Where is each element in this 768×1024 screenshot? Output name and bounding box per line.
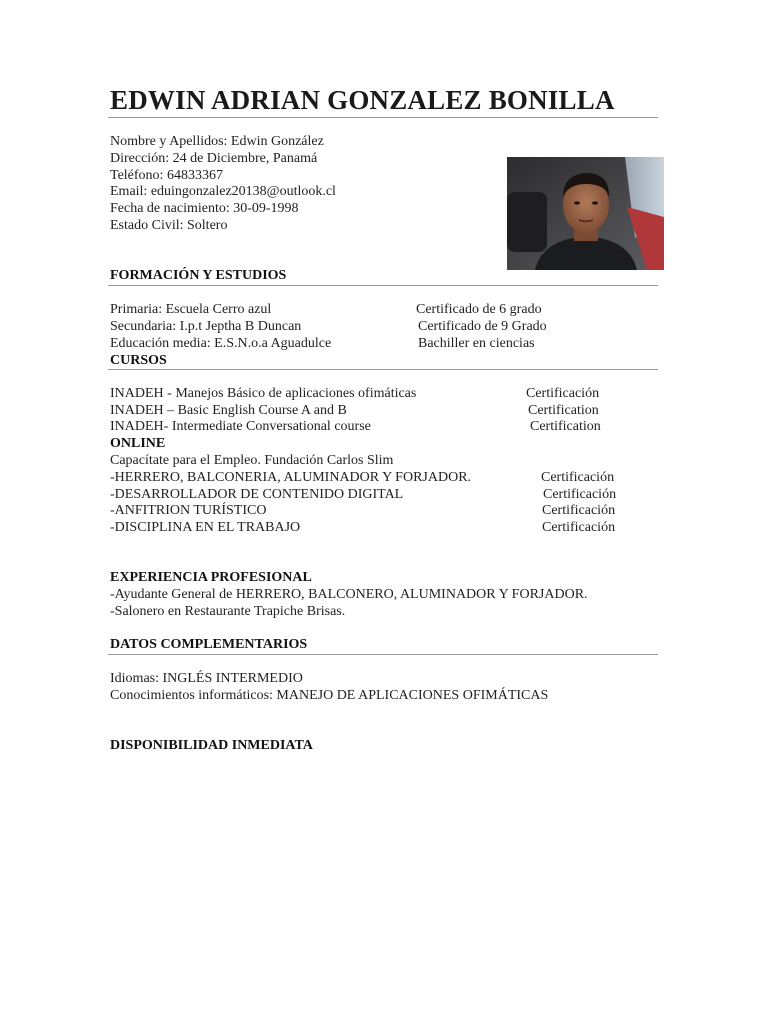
online-provider: Capacítate para el Empleo. Fundación Carlos Slim [110, 453, 394, 468]
online-course-cert: Certificación [541, 470, 615, 485]
course-row: INADEH- Intermediate Conversational course [110, 419, 371, 434]
online-course-row: -DISCIPLINA EN EL TRABAJO [110, 520, 301, 535]
education-heading: FORMACIÓN Y ESTUDIOS [110, 268, 287, 283]
online-course-cert: Certificación [542, 520, 616, 535]
experience-item: -Salonero en Restaurante Trapiche Brisas. [110, 604, 346, 619]
education-cert-primary: Certificado de 6 grado [416, 302, 542, 317]
complementary-heading: DATOS COMPLEMENTARIOS [110, 637, 308, 652]
profile-photo [507, 157, 664, 270]
personal-email-line: Email: eduingonzalez20138@outlook.cl [110, 184, 336, 199]
courses-divider [108, 369, 658, 370]
course-row: INADEH - Manejos Básico de aplicaciones ofimáticas [110, 386, 417, 401]
education-school-media: Educación media: E.S.N.o.a Aguadulce [110, 336, 332, 351]
it-skills-line: Conocimientos informáticos: MANEJO DE APLICACIONES OFIMÁTICAS [110, 688, 549, 703]
course-cert: Certification [528, 403, 599, 418]
online-course-row: -DESARROLLADOR DE CONTENIDO DIGITAL [110, 487, 404, 502]
full-name-title: EDWIN ADRIAN GONZALEZ BONILLA [110, 85, 615, 115]
personal-address-line: Dirección: 24 de Diciembre, Panamá [110, 151, 318, 166]
education-divider [108, 285, 658, 286]
courses-heading: CURSOS [110, 353, 167, 368]
education-school-secondary: Secundaria: I.p.t Jeptha B Duncan [110, 319, 302, 334]
online-course-row: -ANFITRION TURÍSTICO [110, 503, 267, 518]
personal-name-line: Nombre y Apellidos: Edwin González [110, 134, 324, 149]
education-cert-secondary: Certificado de 9 Grado [418, 319, 547, 334]
online-heading: ONLINE [110, 436, 166, 451]
course-cert: Certificación [526, 386, 600, 401]
personal-birth-line: Fecha de nacimiento: 30-09-1998 [110, 201, 299, 216]
experience-item: -Ayudante General de HERRERO, BALCONERO, ALUMINADOR Y FORJADOR. [110, 587, 588, 602]
languages-line: Idiomas: INGLÉS INTERMEDIO [110, 671, 303, 686]
personal-phone-line: Teléfono: 64833367 [110, 168, 223, 183]
education-cert-media: Bachiller en ciencias [418, 336, 535, 351]
availability-heading: DISPONIBILIDAD INMEDIATA [110, 738, 313, 753]
education-school-primary: Primaria: Escuela Cerro azul [110, 302, 272, 317]
course-cert: Certification [530, 419, 601, 434]
course-row: INADEH – Basic English Course A and B [110, 403, 347, 418]
complementary-divider [108, 654, 658, 655]
online-course-cert: Certificación [542, 503, 616, 518]
experience-heading: EXPERIENCIA PROFESIONAL [110, 570, 312, 585]
online-course-cert: Certificación [543, 487, 617, 502]
title-divider [108, 117, 658, 118]
online-course-row: -HERRERO, BALCONERIA, ALUMINADOR Y FORJADOR. [110, 470, 472, 485]
personal-civil-line: Estado Civil: Soltero [110, 218, 228, 233]
